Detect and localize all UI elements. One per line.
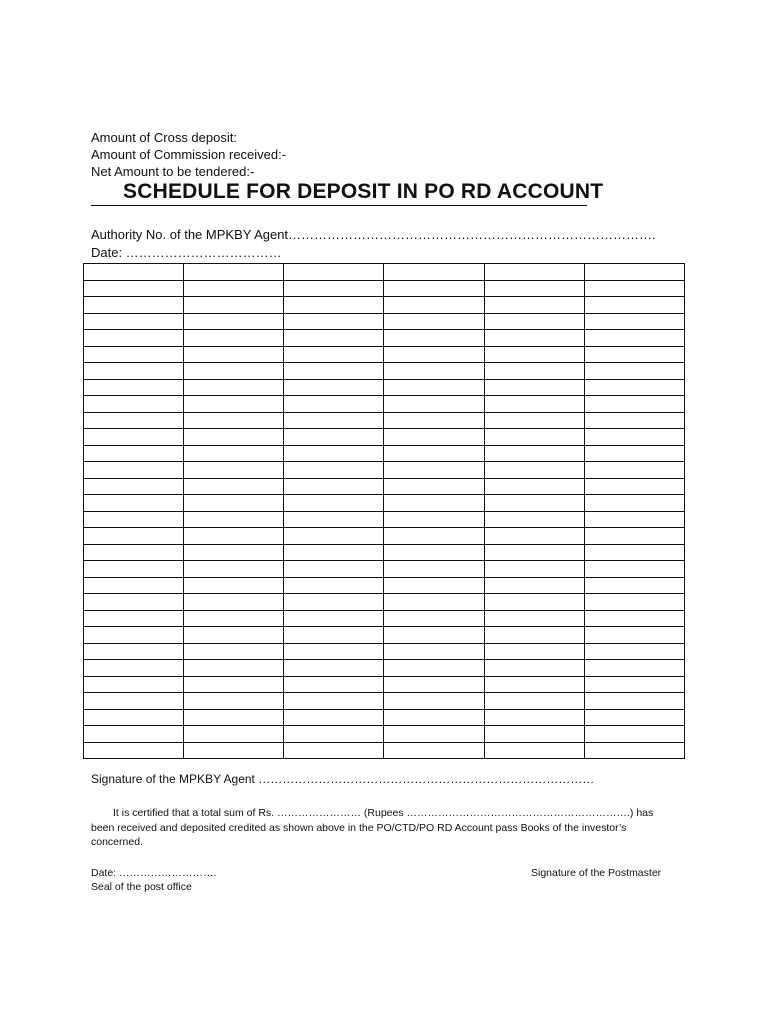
table-cell (384, 676, 484, 693)
table-cell (384, 511, 484, 528)
table-cell (284, 709, 384, 726)
table-cell (384, 313, 484, 330)
table-row (84, 561, 685, 578)
table-cell (184, 297, 284, 314)
table-cell (284, 693, 384, 710)
table-cell (584, 561, 684, 578)
table-cell (384, 330, 484, 347)
table-cell (484, 660, 584, 677)
table-row (84, 643, 685, 660)
table-cell (484, 363, 584, 380)
table-row (84, 445, 685, 462)
table-cell (184, 429, 284, 446)
table-cell (84, 429, 184, 446)
table-cell (284, 379, 384, 396)
table-row (84, 495, 685, 512)
certification-text (91, 806, 671, 850)
table-cell (484, 643, 584, 660)
table-cell (384, 379, 484, 396)
table-cell (484, 726, 584, 743)
table-cell (84, 561, 184, 578)
table-row (84, 627, 685, 644)
table-cell (584, 297, 684, 314)
table-cell (284, 445, 384, 462)
table-cell (284, 594, 384, 611)
table-row (84, 412, 685, 429)
table-cell (284, 544, 384, 561)
date-field: Date: ……………………………… (91, 245, 282, 260)
table-cell (584, 511, 684, 528)
table-cell (384, 346, 484, 363)
table-cell (484, 693, 584, 710)
table-cell (284, 313, 384, 330)
table-row (84, 297, 685, 314)
table-cell (484, 412, 584, 429)
footer-date-field: Date: ………………………. (91, 867, 217, 879)
table-cell (584, 478, 684, 495)
table-row (84, 363, 685, 380)
table-cell (84, 462, 184, 479)
table-cell (184, 462, 284, 479)
table-cell (384, 726, 484, 743)
table-cell (84, 676, 184, 693)
table-cell (484, 346, 584, 363)
table-row (84, 594, 685, 611)
table-cell (84, 396, 184, 413)
table-cell (184, 643, 284, 660)
table-cell (84, 445, 184, 462)
table-cell (184, 528, 284, 545)
table-cell (484, 313, 584, 330)
table-cell (584, 594, 684, 611)
table-cell (84, 280, 184, 297)
table-cell (284, 363, 384, 380)
table-cell (184, 346, 284, 363)
certification-line-1: It is certified that a total sum of Rs. …………………… (Rupees ……………………………………………………….) has been (91, 807, 654, 834)
table-cell (284, 528, 384, 545)
table-row (84, 264, 685, 281)
table-cell (284, 511, 384, 528)
table-row (84, 379, 685, 396)
table-cell (284, 330, 384, 347)
table-cell (184, 627, 284, 644)
table-cell (184, 610, 284, 627)
table-cell (584, 412, 684, 429)
table-cell (84, 742, 184, 759)
table-cell (584, 742, 684, 759)
table-cell (284, 676, 384, 693)
table-cell (184, 412, 284, 429)
table-cell (284, 742, 384, 759)
table-cell (484, 396, 584, 413)
table-cell (184, 742, 284, 759)
table-row (84, 742, 685, 759)
table-cell (584, 264, 684, 281)
table-cell (184, 396, 284, 413)
table-cell (384, 627, 484, 644)
table-cell (384, 264, 484, 281)
table-cell (284, 495, 384, 512)
table-row (84, 462, 685, 479)
table-cell (184, 693, 284, 710)
table-row (84, 346, 685, 363)
table-cell (184, 445, 284, 462)
table-cell (84, 363, 184, 380)
table-cell (484, 429, 584, 446)
table-cell (384, 478, 484, 495)
table-cell (484, 561, 584, 578)
table-row (84, 676, 685, 693)
table-cell (84, 346, 184, 363)
table-row (84, 693, 685, 710)
table-cell (84, 478, 184, 495)
table-cell (284, 643, 384, 660)
table-cell (384, 445, 484, 462)
table-cell (84, 610, 184, 627)
table-cell (184, 561, 284, 578)
table-cell (384, 396, 484, 413)
table-cell (84, 330, 184, 347)
page-title: SCHEDULE FOR DEPOSIT IN PO RD ACCOUNT (91, 180, 587, 206)
table-cell (584, 363, 684, 380)
table-cell (484, 511, 584, 528)
table-cell (384, 660, 484, 677)
table-cell (584, 660, 684, 677)
table-cell (484, 297, 584, 314)
table-row (84, 660, 685, 677)
table-cell (584, 429, 684, 446)
table-cell (184, 478, 284, 495)
commission-label: Amount of Commission received:- (91, 147, 287, 162)
table-cell (84, 313, 184, 330)
table-cell (284, 297, 384, 314)
table-cell (384, 429, 484, 446)
table-cell (484, 528, 584, 545)
table-cell (284, 346, 384, 363)
table-cell (484, 627, 584, 644)
table-cell (584, 495, 684, 512)
table-cell (384, 561, 484, 578)
table-cell (84, 577, 184, 594)
table-cell (584, 577, 684, 594)
table-cell (584, 627, 684, 644)
table-cell (84, 594, 184, 611)
table-cell (384, 577, 484, 594)
table-cell (284, 412, 384, 429)
postmaster-signature-label: Signature of the Postmaster (531, 867, 662, 879)
table-cell (184, 330, 284, 347)
certification-line-2: received and deposited credited as shown above in the PO/CTD/PO RD Account pass Books of the investor’s concerned. (91, 821, 627, 848)
table-cell (484, 544, 584, 561)
table-cell (484, 676, 584, 693)
table-cell (384, 544, 484, 561)
table-cell (284, 577, 384, 594)
table-cell (184, 313, 284, 330)
table-cell (584, 330, 684, 347)
table-cell (484, 610, 584, 627)
table-cell (84, 726, 184, 743)
post-office-seal-label: Seal of the post office (91, 881, 192, 893)
table-cell (584, 693, 684, 710)
table-cell (284, 627, 384, 644)
table-row (84, 577, 685, 594)
table-cell (84, 660, 184, 677)
table-cell (184, 709, 284, 726)
table-cell (184, 726, 284, 743)
table-cell (384, 742, 484, 759)
table-row (84, 610, 685, 627)
table-cell (184, 495, 284, 512)
table-cell (184, 379, 284, 396)
agent-signature-line: Signature of the MPKBY Agent ………………………………………………………………………… (91, 772, 595, 786)
table-cell (84, 495, 184, 512)
table-row (84, 330, 685, 347)
table-cell (384, 709, 484, 726)
table-cell (584, 528, 684, 545)
table-cell (84, 511, 184, 528)
table-cell (384, 643, 484, 660)
net-amount-label: Net Amount to be tendered:- (91, 164, 255, 179)
table-row (84, 528, 685, 545)
table-cell (384, 462, 484, 479)
table-cell (284, 462, 384, 479)
table-row (84, 313, 685, 330)
table-row (84, 429, 685, 446)
table-cell (84, 643, 184, 660)
authority-number-field: Authority No. of the MPKBY Agent…………………………………………………………………………. (91, 227, 656, 242)
table-cell (484, 379, 584, 396)
cross-deposit-label: Amount of Cross deposit: (91, 130, 237, 145)
table-cell (584, 313, 684, 330)
table-cell (184, 660, 284, 677)
table-cell (184, 577, 284, 594)
table-cell (184, 511, 284, 528)
table-cell (184, 676, 284, 693)
table-cell (184, 594, 284, 611)
table-cell (484, 264, 584, 281)
table-cell (84, 627, 184, 644)
table-cell (484, 709, 584, 726)
table-cell (584, 676, 684, 693)
table-cell (284, 660, 384, 677)
table-cell (184, 363, 284, 380)
table-cell (584, 544, 684, 561)
table-cell (184, 544, 284, 561)
table-cell (284, 280, 384, 297)
table-row (84, 478, 685, 495)
table-cell (484, 478, 584, 495)
table-cell (584, 709, 684, 726)
table-cell (184, 280, 284, 297)
table-cell (484, 742, 584, 759)
table-cell (584, 346, 684, 363)
table-cell (484, 330, 584, 347)
table-cell (84, 544, 184, 561)
table-cell (484, 445, 584, 462)
table-cell (484, 594, 584, 611)
table-cell (284, 264, 384, 281)
table-cell (384, 297, 484, 314)
table-cell (84, 412, 184, 429)
table-cell (384, 528, 484, 545)
table-row (84, 544, 685, 561)
table-cell (84, 379, 184, 396)
table-row (84, 511, 685, 528)
table-cell (284, 478, 384, 495)
table-cell (284, 396, 384, 413)
table-row (84, 396, 685, 413)
deposit-schedule-table (83, 263, 685, 759)
table-cell (84, 528, 184, 545)
table-cell (484, 577, 584, 594)
table-cell (284, 561, 384, 578)
table-cell (484, 462, 584, 479)
table-cell (384, 610, 484, 627)
table-cell (584, 379, 684, 396)
table-cell (384, 363, 484, 380)
table-cell (384, 280, 484, 297)
table-cell (584, 445, 684, 462)
table-cell (584, 462, 684, 479)
amount-summary (91, 129, 286, 180)
table-cell (584, 610, 684, 627)
table-cell (584, 396, 684, 413)
table-cell (484, 280, 584, 297)
table-cell (184, 264, 284, 281)
table-row (84, 726, 685, 743)
table-row (84, 280, 685, 297)
table-cell (584, 726, 684, 743)
table-cell (284, 429, 384, 446)
table-cell (284, 610, 384, 627)
table-cell (584, 280, 684, 297)
table-cell (284, 726, 384, 743)
table-cell (384, 693, 484, 710)
table-cell (384, 495, 484, 512)
table-cell (484, 495, 584, 512)
table-cell (384, 412, 484, 429)
table-row (84, 709, 685, 726)
table-cell (584, 643, 684, 660)
table-cell (384, 594, 484, 611)
table-cell (84, 693, 184, 710)
table-cell (84, 264, 184, 281)
table-cell (84, 297, 184, 314)
table-cell (84, 709, 184, 726)
